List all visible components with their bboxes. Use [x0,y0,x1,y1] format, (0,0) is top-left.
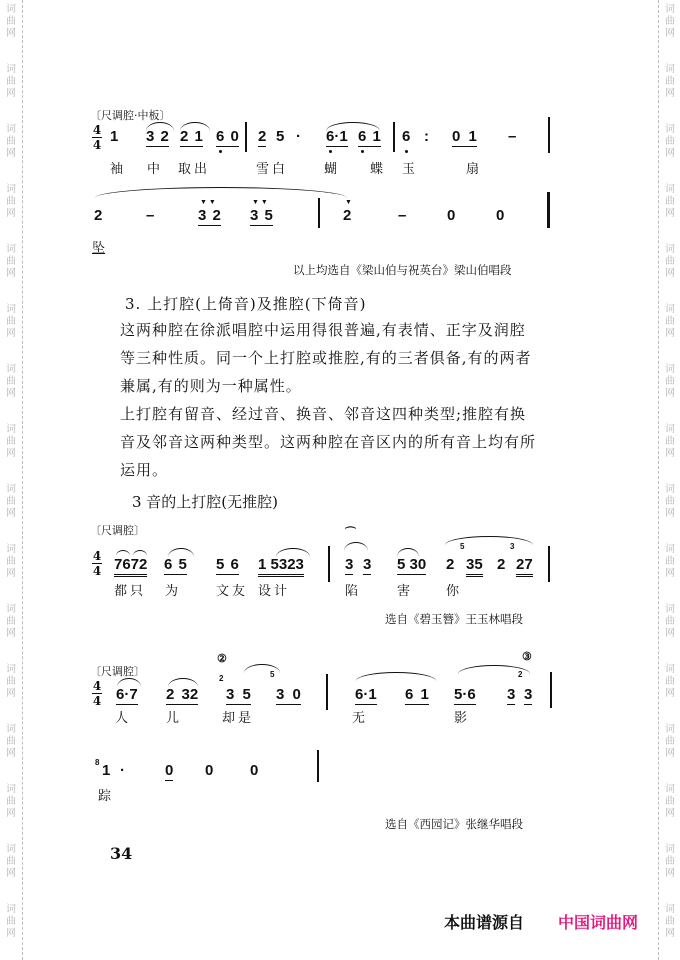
watermark-text: 词 曲 网 [665,904,675,939]
barline-end [550,672,552,708]
note: 2 [343,207,352,224]
watermark-text: 词 曲 网 [665,664,675,699]
watermark-text: 词 曲 网 [6,844,16,879]
dash: – [146,207,155,224]
section-heading: 3. 上打腔(上倚音)及推腔(下倚音) [125,295,367,313]
watermark-text: 词 曲 网 [6,244,16,279]
barline-final [317,750,319,782]
note-group: 1 5323 [258,556,304,577]
note-group: 5·6 [454,686,476,703]
dash: – [398,207,407,224]
grace-note: 3 [510,542,515,551]
note-group: 5 30 [397,556,427,573]
grace-note: 2 [518,670,523,679]
lyric: 蝶 [370,162,384,177]
barline [326,674,328,710]
time-sig-bottom: 4 [92,138,102,152]
time-signature [92,550,102,577]
note: 3 [345,556,354,573]
grace-note: 5 [460,542,465,551]
paragraph [90,316,540,400]
barline-end [548,117,550,153]
note-group: 35 [466,556,483,577]
lyric: 雪白 [256,162,289,177]
time-sig-top: 4 [92,123,102,137]
dot: · [120,762,125,779]
watermark-text: 词 曲 网 [665,64,675,99]
note-group: 0 1 [452,128,477,145]
note-group: 6·1 [355,686,377,703]
barline [245,122,247,152]
marker: ② [217,653,227,665]
barline-end [548,546,550,582]
lyric: 陷 [345,584,359,599]
lyric: 中 [147,162,161,177]
barline [328,546,330,582]
watermark-text: 词 曲 网 [665,604,675,639]
note-group: 6 5 [164,556,187,573]
source-caption: 选自《碧玉簪》王玉林唱段 [385,612,523,626]
note: 2 [258,128,267,145]
time-signature [92,124,102,151]
watermark-text: 词 曲 网 [665,724,675,759]
note-group: 7672 [114,556,147,577]
tune-label: 〔尺调腔〕 [90,665,145,678]
source-caption: 选自《西园记》张继华唱段 [385,817,523,831]
watermark-text: 词 曲 网 [665,364,675,399]
note-group: 6·1 [326,128,348,145]
dash: – [508,128,517,145]
rest: 0 [496,207,505,224]
note-group: 5 6 [216,556,239,573]
note-group: 3 5 [250,207,273,224]
watermark-text: 词 曲 网 [6,724,16,759]
watermark-text: 词 曲 网 [665,424,675,459]
note-group: 2 32 [166,686,199,703]
note-group: 6·7 [116,686,138,703]
watermark-text: 词 曲 网 [6,904,16,939]
right-margin-watermark [658,0,680,960]
lyric: 蝴 [324,162,338,177]
watermark-text: 词 曲 网 [665,304,675,339]
note-group: 6 1 [358,128,381,145]
watermark-text: 词 曲 网 [6,184,16,219]
time-sig-bottom: 4 [92,564,102,578]
footer-site-link[interactable]: 中国词曲网 [558,913,639,932]
source-caption: 以上均选自《梁山伯与祝英台》梁山伯唱段 [293,263,512,277]
note-group: 3 0 [276,686,301,703]
time-sig-bottom: 4 [92,694,102,708]
lyric: 文友 [216,584,249,599]
lyric: 人 [115,711,129,726]
paragraph [90,400,540,484]
watermark-text: 词 曲 网 [6,364,16,399]
watermark-text: 词 曲 网 [6,544,16,579]
watermark-text: 词 曲 网 [6,664,16,699]
watermark-text: 词 曲 网 [665,244,675,279]
lyric: 设计 [258,584,291,599]
lyric: 害 [397,584,411,599]
note: 2 [94,207,103,224]
note: 2 [446,556,455,573]
note-group: 3 2 [146,128,169,145]
lyric: 你 [446,584,460,599]
tune-label: 〔尺调腔·中板〕 [90,109,171,122]
note: 1 [102,762,111,779]
note-group: 6 1 [405,686,429,703]
grace-note: 8 [95,758,100,767]
watermark-text: 词 曲 网 [6,604,16,639]
watermark-text: 词 曲 网 [665,544,675,579]
left-margin-watermark [0,0,23,960]
footer-source-label: 本曲谱源自 [444,913,525,932]
note-group: 27 [516,556,533,577]
note: 3 [363,556,372,573]
lyric: 踪 [98,789,112,804]
lyric: 无 [352,711,366,726]
note-group: 6 0 [216,128,239,145]
paragraph-text: 这两种腔在徐派唱腔中运用得很普遍,有表情、正字及润腔等三种性质。同一个上打腔或推腔,有的三者俱备,有的两者兼属,有的则为一种属性。 [120,321,532,395]
lyric: 袖 [110,162,124,177]
watermark-text: 词 曲 网 [6,424,16,459]
note: 3 [507,686,516,703]
note: 2 [497,556,506,573]
subheading: 3 音的上打腔(无推腔) [132,493,279,511]
time-sig-top: 4 [92,549,102,563]
watermark-text: 词 曲 网 [6,124,16,159]
note: 1 [110,128,119,145]
barline-final [547,192,550,228]
paragraph-text: 上打腔有留音、经过音、换音、邻音这四种类型;推腔有换音及邻音这两种类型。这两种腔在音区内的所有音上均有所运用。 [120,405,537,479]
watermark-text: 词 曲 网 [665,784,675,819]
watermark-text: 词 曲 网 [665,844,675,879]
lyric: 影 [454,711,468,726]
lyric: 儿 [166,711,180,726]
tune-label: 〔尺调腔〕 [90,524,145,537]
note: 6 [402,128,411,145]
time-signature [92,680,102,707]
grace-note: 5 [270,670,275,679]
watermark-text: 词 曲 网 [6,64,16,99]
marker: ③ [522,651,532,663]
time-sig-top: 4 [92,679,102,693]
lyric: 坠 [92,241,106,256]
lyric: 扇 [466,162,480,177]
lyric: 却是 [222,711,255,726]
note-group: 2 1 [180,128,203,145]
barline [393,122,395,152]
watermark-text: 词 曲 网 [665,484,675,519]
lyric: 都只 [114,584,147,599]
rest: 0 [165,762,174,779]
note-group: 3 2 [198,207,221,224]
lyric: 取出 [178,162,211,177]
watermark-text: 词 曲 网 [665,124,675,159]
grace-note: 2 [219,674,224,683]
barline [318,198,320,228]
page-number: 34 [110,844,133,863]
lyric: 为 [165,584,179,599]
watermark-text: 词 曲 网 [665,184,675,219]
watermark-text: 词 曲 网 [6,304,16,339]
watermark-text: 词 曲 网 [6,4,16,39]
dot: · [296,128,301,145]
note: 3 [524,686,533,703]
watermark-text: 词 曲 网 [665,4,675,39]
watermark-text: 词 曲 网 [6,784,16,819]
lyric: 玉 [402,162,416,177]
watermark-text: 词 曲 网 [6,484,16,519]
rest: 0 [447,207,456,224]
note-group: 3 5 [226,686,251,703]
rest: 0 [205,762,214,779]
rest: 0 [250,762,259,779]
